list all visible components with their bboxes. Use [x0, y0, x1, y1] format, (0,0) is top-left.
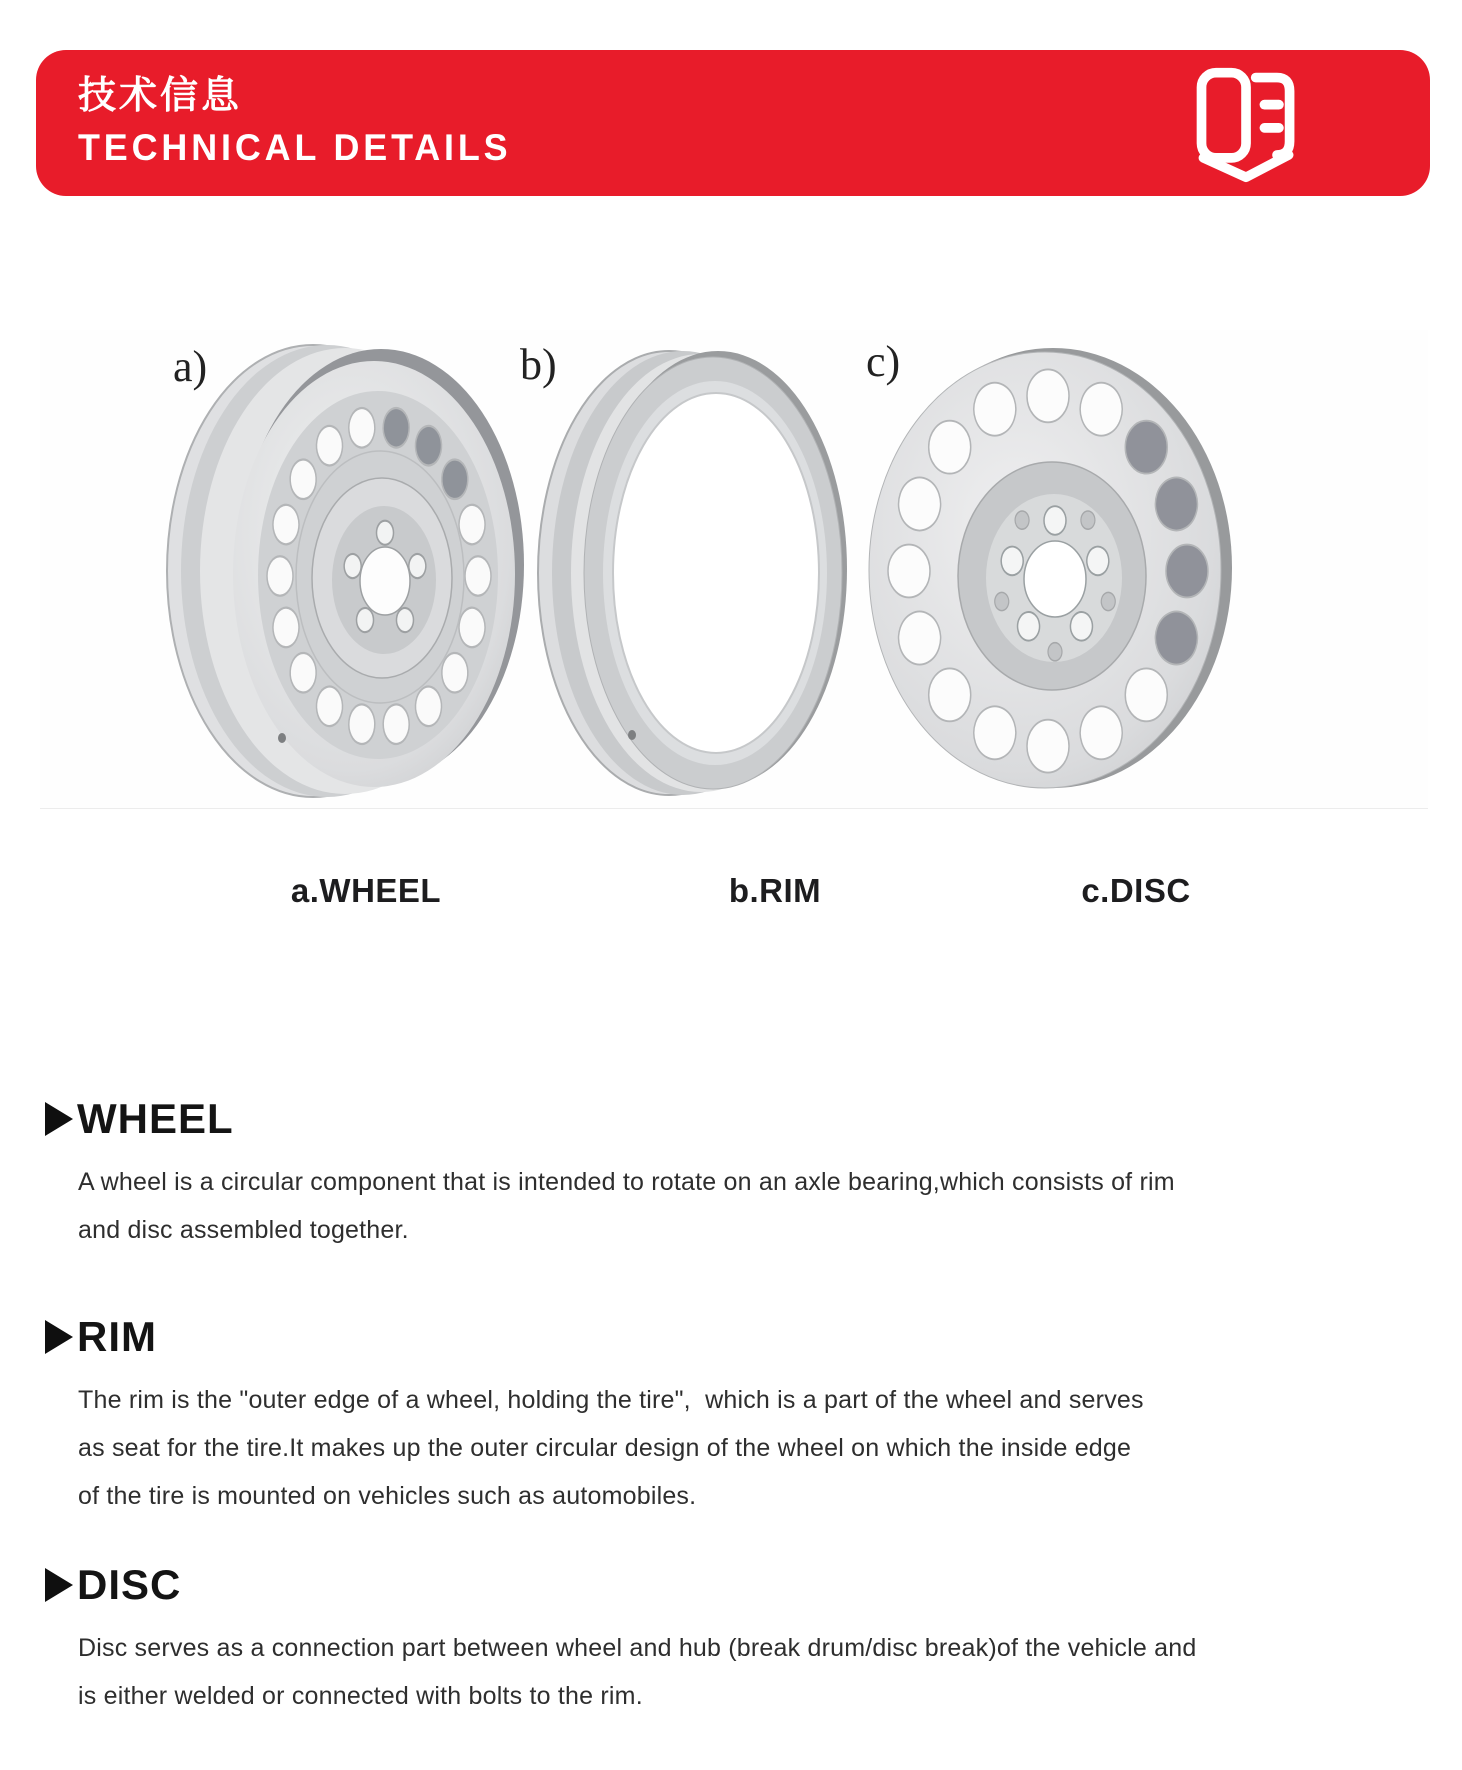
section-rim-heading [45, 1314, 1425, 1360]
figure-label-b: b) [520, 340, 557, 389]
figure-label-a: a) [173, 342, 208, 391]
section-wheel-heading [45, 1096, 1425, 1142]
section-wheel-body [78, 1158, 1425, 1254]
triangle-bullet-icon [45, 1568, 73, 1602]
paragraph-line: of the tire is mounted on vehicles such as automobiles. [78, 1482, 697, 1511]
disc-illustration [852, 336, 1244, 804]
section-wheel [45, 1096, 1425, 1254]
section-heading-text: RIM [77, 1313, 157, 1360]
paragraph-line: A wheel is a circular component that is intended to rotate on an axle bearing,which consists of rim [78, 1168, 1175, 1197]
rim-illustration [535, 347, 847, 799]
section-disc [45, 1562, 1425, 1720]
figure-label-c: c) [866, 337, 901, 386]
paragraph-line: The rim is the "outer edge of a wheel, holding the tire", which is a part of the wheel and serves [78, 1386, 1144, 1415]
page-title-chinese: 技术信息 [78, 75, 243, 117]
caption-wheel: a.WHEEL [290, 872, 442, 909]
section-heading-text: DISC [77, 1561, 182, 1608]
wheel-illustration [165, 338, 545, 803]
caption-rim: b.RIM [728, 872, 822, 909]
section-disc-body [78, 1624, 1425, 1720]
paragraph-line: and disc assembled together. [78, 1216, 409, 1245]
triangle-bullet-icon [45, 1102, 73, 1136]
paragraph-line: is either welded or connected with bolts to the rim. [78, 1682, 643, 1711]
page-title-english: TECHNICAL DETAILS [78, 126, 512, 168]
paragraph-line: as seat for the tire.It makes up the outer circular design of the wheel on which the inside edge [78, 1434, 1132, 1463]
paragraph-line: Disc serves as a connection part between wheel and hub (break drum/disc break)of the vehicle and [78, 1634, 1197, 1663]
caption-disc: c.DISC [1081, 872, 1191, 909]
section-disc-heading [45, 1562, 1425, 1608]
section-heading-text: WHEEL [77, 1095, 234, 1142]
section-rim [45, 1314, 1425, 1520]
section-rim-body [78, 1376, 1425, 1520]
triangle-bullet-icon [45, 1320, 73, 1354]
